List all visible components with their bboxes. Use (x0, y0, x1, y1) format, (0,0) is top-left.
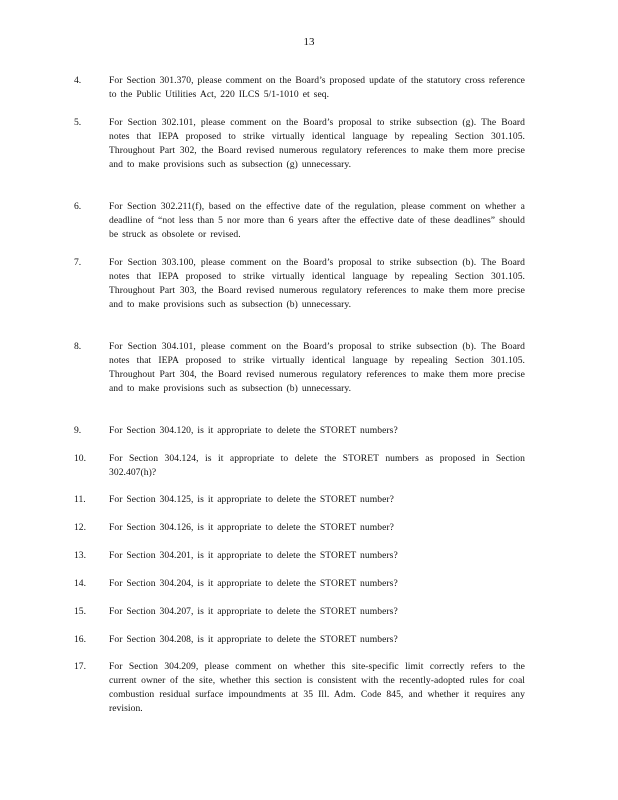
item-text: For Section 304.207, is it appropriate to delete the STORET numbers? (109, 606, 398, 617)
item-number: 6. (74, 201, 82, 212)
page-number: 13 (303, 36, 315, 48)
item-text: For Section 301.370, please comment on the Board’s proposed update of the statutory cross reference to the Public Utilities Act, 220 ILCS 5/1-1010 et seq. (109, 75, 525, 100)
item-text: For Section 304.204, is it appropriate to delete the STORET numbers? (109, 578, 398, 589)
item-number: 5. (74, 117, 82, 128)
item-number: 7. (74, 257, 82, 268)
list-item (74, 521, 534, 535)
item-text: For Section 304.209, please comment on whether this site-specific limit correctly refers to the current owner of the site, whether this section is consistent with the recently-adopted rules for coal combustion residual surface impoundments at 35 Ill. Adm. Code 845, and whether it requires any revision. (109, 661, 525, 714)
item-text: For Section 304.124, is it appropriate to delete the STORET numbers as proposed in Section 302.407(h)? (109, 453, 525, 478)
item-text: For Section 304.120, is it appropriate to delete the STORET numbers? (109, 425, 398, 436)
list-item (74, 340, 534, 396)
item-number: 15. (74, 606, 86, 617)
item-number: 17. (74, 661, 86, 672)
item-number: 16. (74, 634, 86, 645)
item-text: For Section 303.100, please comment on the Board’s proposal to strike subsection (b). The Board notes that IEPA proposed to strike virtually identical language by repealing Section 301.105. Throughout Part 303, the Board revised numerous regulatory references to make them more precise and to make provisions such as subsection (b) unnecessary. (109, 257, 525, 310)
list-item (74, 493, 534, 507)
item-text: For Section 304.125, is it appropriate to delete the STORET number? (109, 494, 394, 505)
item-text: For Section 304.101, please comment on the Board’s proposal to strike subsection (b). The Board notes that IEPA proposed to strike virtually identical language by repealing Section 301.105. Throughout Part 304, the Board revised numerous regulatory references to make them more precise and to make provisions such as subsection (b) unnecessary. (109, 341, 525, 394)
list-item (74, 633, 534, 647)
item-text: For Section 302.211(f), based on the effective date of the regulation, please comment on whether a deadline of “not less than 5 nor more than 6 years after the effective date of these deadlines” should be struck as obsolete or revised. (109, 201, 525, 240)
item-text: For Section 304.126, is it appropriate to delete the STORET number? (109, 522, 394, 533)
list-item (74, 452, 534, 480)
item-text: For Section 304.201, is it appropriate to delete the STORET numbers? (109, 550, 398, 561)
item-number: 11. (74, 494, 86, 505)
item-number: 10. (74, 453, 86, 464)
list-item (74, 200, 534, 242)
list-item (74, 577, 534, 591)
list-item (74, 74, 534, 102)
item-text: For Section 302.101, please comment on the Board’s proposal to strike subsection (g). The Board notes that IEPA proposed to strike virtually identical language by repealing Section 301.105. Throughout Part 302, the Board revised numerous regulatory references to make them more precise and to make provisions such as subsection (g) unnecessary. (109, 117, 525, 170)
list-item (74, 660, 534, 716)
list-item (74, 256, 534, 312)
list-item (74, 116, 534, 172)
list-item (74, 424, 534, 438)
item-number: 12. (74, 522, 86, 533)
item-number: 14. (74, 578, 86, 589)
item-number: 8. (74, 341, 82, 352)
list-item (74, 549, 534, 563)
item-number: 13. (74, 550, 86, 561)
list-item (74, 605, 534, 619)
item-text: For Section 304.208, is it appropriate to delete the STORET numbers? (109, 634, 398, 645)
item-number: 4. (74, 75, 82, 86)
item-number: 9. (74, 425, 82, 436)
